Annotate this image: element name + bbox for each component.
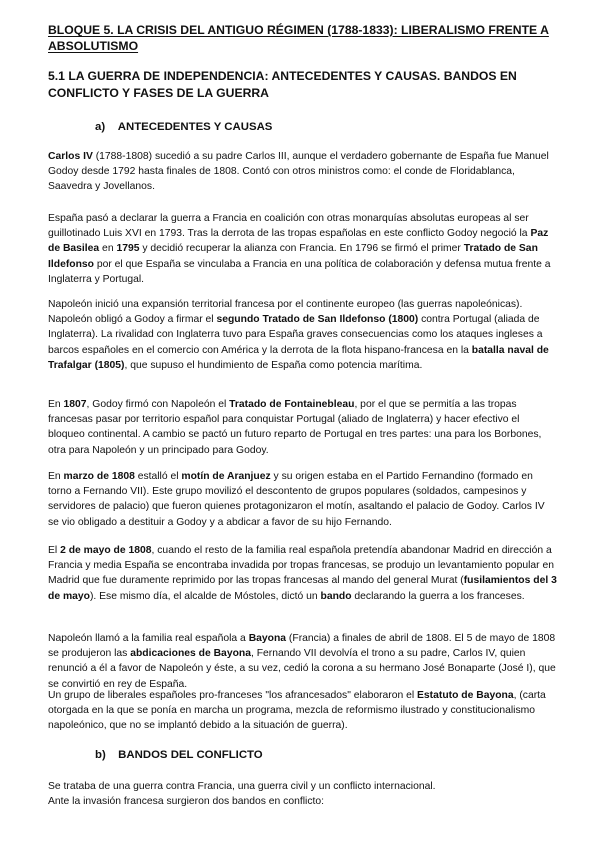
bold-term: Estatuto de Bayona [417,690,514,701]
text-run: contra Portugal (aliada de Inglaterra). La rivalidad con Inglaterra tuvo para España graves consecuencias como los ataques ingleses a barcos españoles en el comercio con América y la derrota de la flota hispano-francesa en la [48,314,543,356]
paragraph-motin-aranjuez [48,469,558,530]
text-run: , que supuso el hundimiento de España como potencia marítima. [124,359,423,371]
text-run: Napoleón inició una expansión territorial francesa por el continente europeo (las guerras napoleónicas). Napoleón obligó a Godoy a firmar el [48,299,523,326]
document-title: BLOQUE 5. LA CRISIS DEL ANTIGUO RÉGIMEN (1788-1833): LIBERALISMO FRENTE A ABSOLUTISMO [48,23,549,53]
paragraph-bayona [48,631,558,692]
bold-term: motín de Aranjuez [181,471,271,482]
text-run: estalló el [134,471,182,482]
text-run: en [99,243,117,255]
text-run: Ante la invasión francesa surgieron dos bandos en conflicto: [48,796,325,807]
text-run: Napoleón llamó a la familia real española a [48,633,249,644]
paragraph-dos-de-mayo [48,543,558,604]
bold-term: bando [320,590,352,602]
paragraph-carlos-iv [48,149,558,195]
text-run: Un grupo de liberales españoles pro-franceses "los afrancesados" elaboraron el [48,690,418,701]
text-run: El [48,545,61,556]
bold-term: segundo Tratado de San Ildefonso (1800) [216,314,419,326]
bold-term: 2 de mayo de 1808 [60,545,152,556]
paragraph-fontainebleau [48,397,558,458]
bold-term: abdicaciones de Bayona [130,648,251,660]
bold-term: batalla naval de Trafalgar (1805) [48,344,549,371]
text-run: España pasó a declarar la guerra a Francia en coalición con otras monarquías absolutas europeas al ser guillotinado Luis XVI en 1793. Tras la derrota de las tropas españolas en este conflicto Godoy negoció la [48,213,531,240]
text-run: ). Ese mismo día, el alcalde de Móstoles, dictó un [89,590,321,602]
text-run: Se trataba de una guerra contra Francia, una guerra civil y un conflicto internacional. [48,781,436,792]
paragraph-tipo-guerra [48,779,558,794]
text-run: por el que España se vinculaba a Francia en una política de colaboración y defensa mutua frente a Inglaterra y Portugal. [48,258,551,285]
text-run: , cuando el resto de la familia real española pretendía abandonar Madrid en dirección a Francia y media España se encontraba invadida por tropas francesas, se produjo un levantamiento popular en Madrid que fue duramente reprimido por las tropas francesas al mando del general Murat ( [48,545,555,587]
text-run: y decidió recuperar la alianza con Francia. En 1796 se firmó el primer [139,243,464,255]
subsection-marker-a: a) [95,121,106,133]
text-run: En [48,471,64,482]
subsection-heading-b [95,748,555,763]
text-run: , Godoy firmó con Napoleón el [86,399,230,410]
text-run: (1788-1808) sucedió a su padre Carlos III, aunque el verdadero gobernante de España fue Manuel Godoy desde 1792 hasta finales de 1808. Contó con otros ministros como: el conde de Floridablanca, Saavedra y Jovellanos. [48,151,549,193]
text-run: , Fernando VII devolvía el trono a su padre, Carlos IV, quien renunció a él a favor de Napoleón y éste, a su vez, cedió la corona a su hermano José Bonaparte (José I), que se convirtió en rey de España. [48,648,556,690]
paragraph-estatuto-bayona [48,688,558,734]
subsection-label-b: BANDOS DEL CONFLICTO [118,749,263,761]
text-run: y su origen estaba en el Partido Fernandino (formado en torno a Fernando VII). Este grupo movilizó el descontento de grupos populares (soldados, campesinos y servidores de palacio) que fueron quienes protagonizaron el motín, asaltando el palacio de Godoy. Carlos IV se vio obligado a destituir a Godoy y a abdicar a favor de su hijo Fernando. [48,471,545,528]
bold-term: Tratado de San Ildefonso [48,243,538,270]
section-title: 5.1 LA GUERRA DE INDEPENDENCIA: ANTECEDENTES Y CAUSAS. BANDOS EN CONFLICTO Y FASES DE LA GUERRA [48,69,517,100]
subsection-heading-a [95,120,555,135]
paragraph-guerra-francia [48,211,558,287]
subsection-label-a: ANTECEDENTES Y CAUSAS [117,121,273,133]
bold-term: fusilamientos del 3 de mayo [48,575,557,602]
text-run: , (carta otorgada en la que se ponía en marcha un programa, mezcla de reformismo ilustrado y constitucionalismo napoleónico, que no se implantó debido a la situación de guerra). [48,690,546,732]
paragraph-dos-bandos [48,794,558,809]
bold-term: Tratado de Fontainebleau [229,399,355,410]
bold-term: Paz de Basilea [48,228,549,255]
bold-term: 1795 [116,243,140,255]
bold-term: Bayona [248,633,287,644]
bold-term: 1807 [63,399,87,410]
paragraph-napoleon-expansion [48,297,558,373]
text-run: (Francia) a finales de abril de 1808. El 5 de mayo de 1808 se produjeron las [48,633,556,660]
bold-term: marzo de 1808 [63,471,135,482]
subsection-marker-b: b) [95,749,106,761]
text-run: , por el que se permitía a las tropas francesas pasar por territorio español para conquistar Portugal (aliado de Inglaterra) y hacer efectivo el bloqueo continental. A cambio se pactó un futuro reparto de Portugal en tres partes: una para los Borbones, otra para Napoleón y un principado para Godoy. [48,399,542,456]
bold-term: Carlos IV [48,151,93,162]
text-run: En [48,399,64,410]
text-run: declarando la guerra a los franceses. [351,590,525,602]
